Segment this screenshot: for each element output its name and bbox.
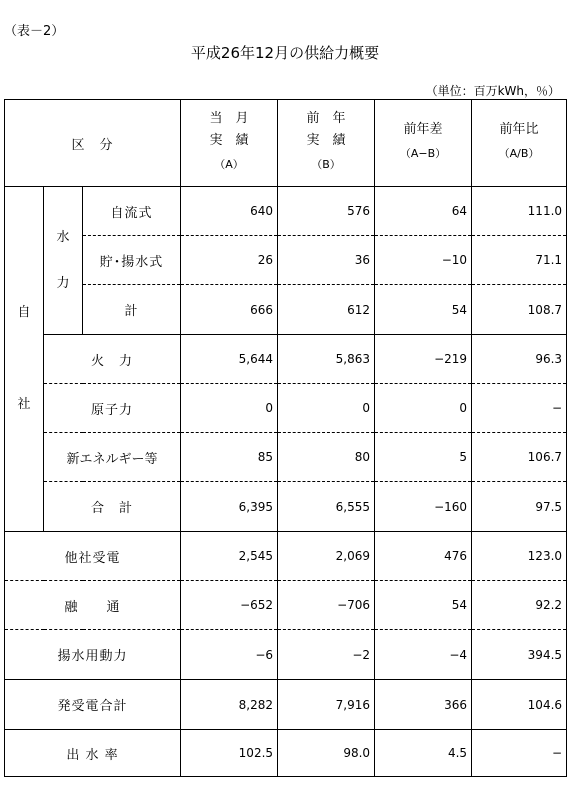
cell-diff: 5 [375,433,472,482]
cell-b: 80 [278,433,375,482]
group-jisha [5,187,44,532]
header-current-line1: 当 月 [209,111,249,126]
cell-ratio: 104.6 [472,680,567,730]
cell-b: −706 [278,581,375,630]
table-row [5,532,567,581]
cell-b: 2,069 [278,532,375,581]
row-label: 計 [83,285,181,335]
row-label: 出 水 率 [5,730,181,777]
cell-ratio: 96.3 [472,335,567,384]
cell-a: 102.5 [181,730,278,777]
header-category: 区 分 [5,100,181,187]
table-row [5,187,567,236]
header-current-month [181,100,278,187]
row-label: 火 力 [44,335,181,384]
table-row [5,236,567,285]
cell-a: −652 [181,581,278,630]
row-label: 発受電合計 [5,680,181,730]
row-label: 原子力 [44,384,181,433]
cell-diff: −4 [375,630,472,680]
cell-a: 6,395 [181,482,278,532]
cell-b: 7,916 [278,680,375,730]
cell-a: 5,644 [181,335,278,384]
row-label: 新エネルギー等 [44,433,181,482]
cell-ratio: 108.7 [472,285,567,335]
cell-b: 6,555 [278,482,375,532]
header-diff-line1: 前年差 [403,122,443,137]
cell-diff: 4.5 [375,730,472,777]
cell-a: 26 [181,236,278,285]
table-row [5,285,567,335]
cell-b: 5,863 [278,335,375,384]
cell-diff: −219 [375,335,472,384]
group-jisha-char1: 自 [17,305,31,320]
header-current-sub: （A） [214,158,244,171]
row-label: 貯･揚水式 [83,236,181,285]
group-sui-char: 水 [56,229,70,245]
cell-a: −6 [181,630,278,680]
row-label: 揚水用動力 [5,630,181,680]
cell-a: 2,545 [181,532,278,581]
cell-b: 0 [278,384,375,433]
cell-a: 666 [181,285,278,335]
cell-a: 8,282 [181,680,278,730]
row-label: 融 通 [5,581,181,630]
row-label: 他社受電 [5,532,181,581]
cell-ratio: − [472,730,567,777]
cell-diff: 366 [375,680,472,730]
table-label: （表－2） [4,24,65,39]
cell-ratio: 394.5 [472,630,567,680]
header-prev-line1: 前 年 [306,111,346,126]
cell-b: −2 [278,630,375,680]
header-current-line2: 実 績 [209,133,249,148]
unit-note: （単位：百万kWh，％） [425,84,560,98]
row-label: 合 計 [44,482,181,532]
cell-diff: 54 [375,285,472,335]
table-row [5,384,567,433]
header-diff-sub: （A−B） [399,147,447,160]
table-row [5,482,567,532]
table-row [5,335,567,384]
cell-diff: −160 [375,482,472,532]
header-prev-line2: 実 績 [306,133,346,148]
cell-diff: 0 [375,384,472,433]
cell-a: 640 [181,187,278,236]
page-title: 平成26年12月の供給力概要 [190,44,380,62]
table-row [5,433,567,482]
cell-b: 36 [278,236,375,285]
table-row [5,680,567,730]
header-prev-year [278,100,375,187]
header-diff [375,100,472,187]
cell-b: 98.0 [278,730,375,777]
group-jisha-char2: 社 [17,397,31,412]
supply-summary-table [4,99,567,777]
cell-b: 576 [278,187,375,236]
cell-diff: 476 [375,532,472,581]
row-label: 自流式 [83,187,181,236]
cell-diff: −10 [375,236,472,285]
header-row [5,100,567,187]
cell-ratio: 111.0 [472,187,567,236]
table-row [5,630,567,680]
cell-a: 85 [181,433,278,482]
header-ratio-line1: 前年比 [499,122,539,137]
header-ratio [472,100,567,187]
group-suiryoku [44,187,83,335]
cell-ratio: 123.0 [472,532,567,581]
header-ratio-sub: （A/B） [498,147,540,160]
cell-b: 612 [278,285,375,335]
cell-a: 0 [181,384,278,433]
cell-diff: 64 [375,187,472,236]
header-prev-sub: （B） [311,158,341,171]
cell-ratio: 71.1 [472,236,567,285]
cell-ratio: 106.7 [472,433,567,482]
cell-ratio: 92.2 [472,581,567,630]
table-row [5,730,567,777]
group-ryoku-char: 力 [56,275,70,291]
cell-diff: 54 [375,581,472,630]
cell-ratio: − [472,384,567,433]
table-row [5,581,567,630]
cell-ratio: 97.5 [472,482,567,532]
